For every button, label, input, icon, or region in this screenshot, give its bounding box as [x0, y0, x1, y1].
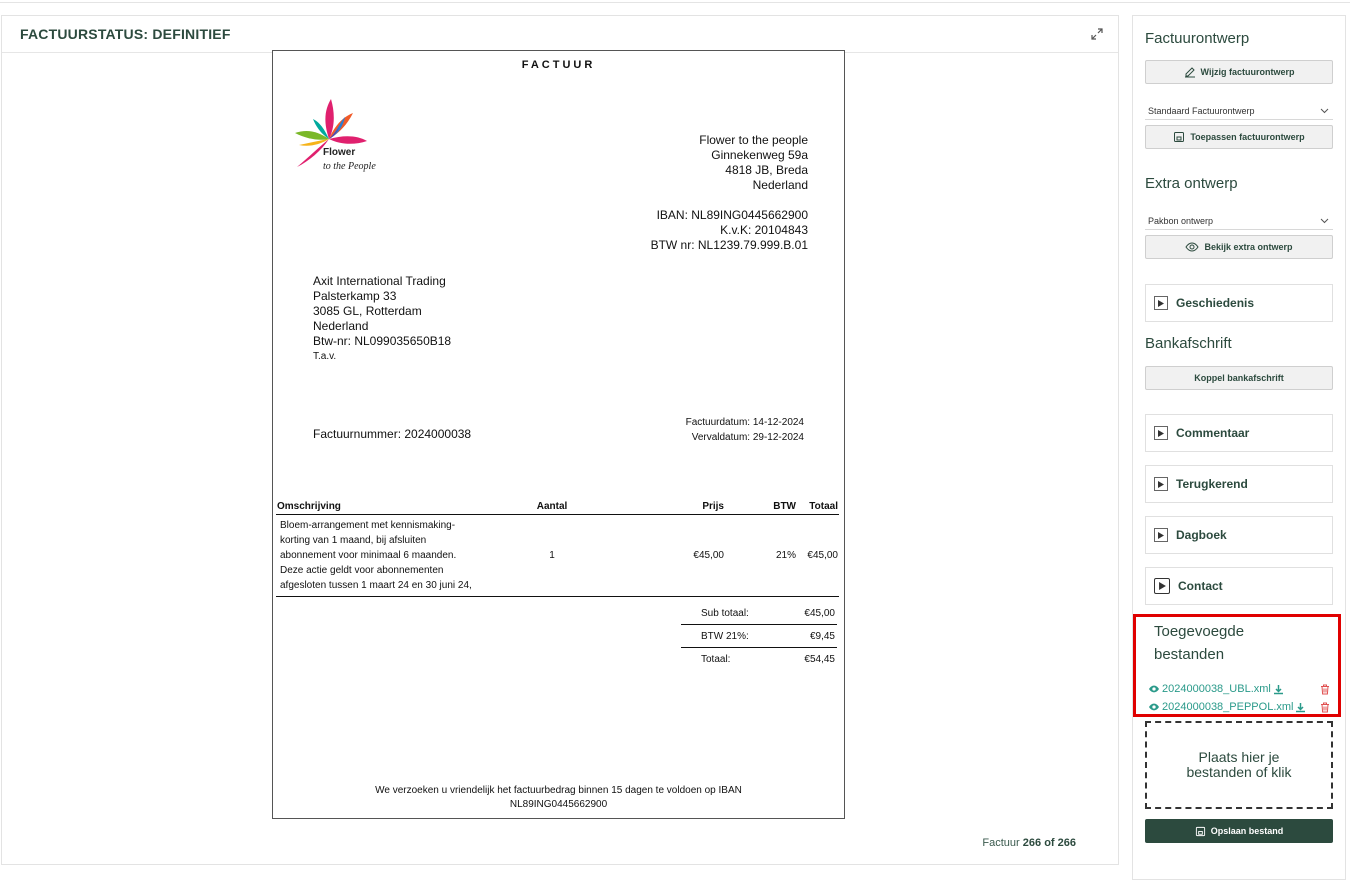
bank-section-title: Bankafschrift	[1145, 335, 1232, 352]
line-vat: 21%	[775, 550, 796, 561]
desc-line: abonnement voor minimaal 6 maanden.	[280, 550, 457, 561]
pager-current: 266	[1022, 837, 1042, 849]
logo-text-2: to the People	[323, 161, 376, 172]
expand-icon[interactable]	[1090, 27, 1104, 41]
contact-label: Contact	[1178, 579, 1223, 593]
desc-line: afgesloten tussen 1 maart 24 en 30 juni 24,	[280, 580, 472, 591]
file-row	[1148, 683, 1284, 695]
download-icon[interactable]	[1295, 702, 1306, 713]
line-total: €45,00	[807, 550, 838, 561]
history-label: Geschiedenis	[1176, 296, 1255, 310]
invoice-date: Factuurdatum: 14-12-2024	[685, 417, 804, 428]
table-header-row	[276, 499, 839, 515]
total-value: €54,45	[804, 653, 835, 665]
invoice-status-title: FACTUURSTATUS: DEFINITIEF	[20, 26, 231, 42]
desc-line: korting van 1 maand, bij afsluiten	[280, 535, 427, 546]
col-price: Prijs	[573, 499, 725, 515]
invoice-heading: FACTUUR	[521, 59, 596, 71]
journal-label: Dagboek	[1176, 528, 1227, 542]
comment-label: Commentaar	[1176, 426, 1250, 440]
card-header	[2, 16, 1118, 53]
eye-icon	[1185, 241, 1199, 253]
seller-city: 4818 JB, Breda	[725, 163, 808, 177]
save-icon	[1195, 826, 1206, 837]
col-quantity: Aantal	[531, 499, 573, 515]
contact-accordion[interactable]	[1145, 567, 1333, 605]
invoice-number: Factuurnummer: 2024000038	[313, 427, 472, 441]
line-description	[276, 515, 531, 597]
journal-accordion[interactable]	[1145, 516, 1333, 554]
play-icon	[1154, 426, 1168, 440]
design-select[interactable]	[1145, 102, 1333, 120]
invoice-lines-table	[276, 499, 839, 597]
eye-icon[interactable]	[1148, 684, 1160, 694]
line-price: €45,00	[693, 550, 724, 561]
subtotal-label: Sub totaal:	[701, 607, 749, 619]
chevron-down-icon	[1320, 108, 1329, 114]
subtotal-row	[681, 602, 837, 624]
eye-icon[interactable]	[1148, 702, 1160, 712]
logo-text-1: Flower	[323, 147, 356, 158]
company-logo	[283, 91, 393, 181]
file-row	[1148, 701, 1306, 713]
apply-design-label: Toepassen factuurontwerp	[1190, 132, 1305, 142]
files-title-line: bestanden	[1154, 646, 1225, 663]
trash-icon[interactable]	[1320, 684, 1330, 695]
desc-line: Bloem-arrangement met kennismaking-	[280, 520, 456, 531]
table-row	[276, 515, 839, 597]
edit-design-button[interactable]	[1145, 60, 1333, 84]
link-bank-statement-button[interactable]	[1145, 366, 1333, 390]
invoice-totals	[681, 602, 837, 670]
buyer-street: Palsterkamp 33	[313, 289, 397, 303]
payment-note-iban: NL89ING0445662900	[509, 799, 608, 810]
invoice-pager	[982, 837, 1076, 849]
history-accordion[interactable]	[1145, 284, 1333, 322]
seller-kvk: K.v.K: 20104843	[720, 223, 808, 237]
invoice-document	[272, 50, 845, 819]
payment-note	[273, 784, 844, 812]
total-label: Totaal:	[701, 653, 731, 665]
extra-design-select[interactable]	[1145, 212, 1333, 230]
save-icon	[1173, 131, 1185, 143]
attached-files-section	[1133, 614, 1341, 717]
play-icon	[1154, 296, 1168, 310]
seller-address	[699, 133, 808, 193]
buyer-country: Nederland	[313, 319, 369, 333]
seller-name: Flower to the people	[699, 133, 808, 147]
chevron-down-icon	[1320, 218, 1329, 224]
pager-prefix: Factuur	[982, 837, 1020, 849]
extra-select-value: Pakbon ontwerp	[1148, 215, 1214, 226]
seller-btw: BTW nr: NL1239.79.999.B.01	[650, 238, 808, 252]
recurring-label: Terugkerend	[1176, 477, 1248, 491]
pager-total: 266	[1057, 837, 1076, 849]
file-link-ubl[interactable]: 2024000038_UBL.xml	[1162, 683, 1271, 695]
due-date: Vervaldatum: 29-12-2024	[691, 432, 804, 443]
buyer-address	[313, 274, 451, 364]
extra-section-title: Extra ontwerp	[1145, 175, 1238, 192]
col-total: Totaal	[797, 499, 839, 515]
vat-label: BTW 21%:	[701, 630, 749, 642]
buyer-city: 3085 GL, Rotterdam	[313, 304, 422, 318]
view-extra-label: Bekijk extra ontwerp	[1204, 242, 1293, 252]
seller-iban: IBAN: NL89ING0445662900	[656, 208, 808, 222]
total-row	[681, 647, 837, 670]
col-vat: BTW	[725, 499, 797, 515]
buyer-name: Axit International Trading	[313, 274, 446, 288]
link-bank-label: Koppel bankafschrift	[1194, 373, 1284, 383]
files-title-line: Toegevoegde	[1154, 623, 1245, 640]
apply-design-button[interactable]	[1145, 125, 1333, 149]
design-section-title: Factuurontwerp	[1145, 30, 1250, 47]
vat-row	[681, 624, 837, 647]
view-extra-design-button[interactable]	[1145, 235, 1333, 259]
seller-bank-info	[651, 208, 808, 253]
comment-accordion[interactable]	[1145, 414, 1333, 452]
invoice-dates	[686, 415, 804, 445]
col-description: Omschrijving	[276, 499, 531, 515]
play-icon	[1154, 477, 1168, 491]
recurring-accordion[interactable]	[1145, 465, 1333, 503]
edit-icon	[1184, 66, 1196, 78]
vat-value: €9,45	[809, 630, 835, 642]
pager-of: of	[1044, 837, 1055, 849]
top-divider	[0, 2, 1350, 3]
file-dropzone[interactable]: Plaats hier je bestanden of klik	[1145, 721, 1333, 809]
attached-files-title	[1154, 620, 1244, 666]
desc-line: Deze actie geldt voor abonnementen	[280, 565, 444, 576]
save-file-button[interactable]	[1145, 819, 1333, 843]
buyer-vat: Btw-nr: NL099035650B18	[313, 334, 452, 348]
play-icon	[1154, 578, 1170, 594]
seller-street: Ginnekenweg 59a	[711, 148, 808, 162]
save-file-label: Opslaan bestand	[1210, 826, 1284, 836]
trash-icon[interactable]	[1320, 702, 1330, 713]
edit-design-label: Wijzig factuurontwerp	[1200, 67, 1295, 77]
payment-note-line: We verzoeken u vriendelijk het factuurbedrag binnen 15 dagen te voldoen op IBAN	[375, 785, 742, 796]
design-select-value: Standaard Factuurontwerp	[1148, 105, 1255, 116]
subtotal-value: €45,00	[804, 607, 835, 619]
buyer-attention: T.a.v.	[313, 351, 337, 362]
play-icon	[1154, 528, 1168, 542]
line-quantity: 1	[549, 550, 555, 561]
seller-country: Nederland	[752, 178, 808, 192]
download-icon[interactable]	[1273, 684, 1284, 695]
file-link-peppol[interactable]: 2024000038_PEPPOL.xml	[1162, 701, 1294, 713]
